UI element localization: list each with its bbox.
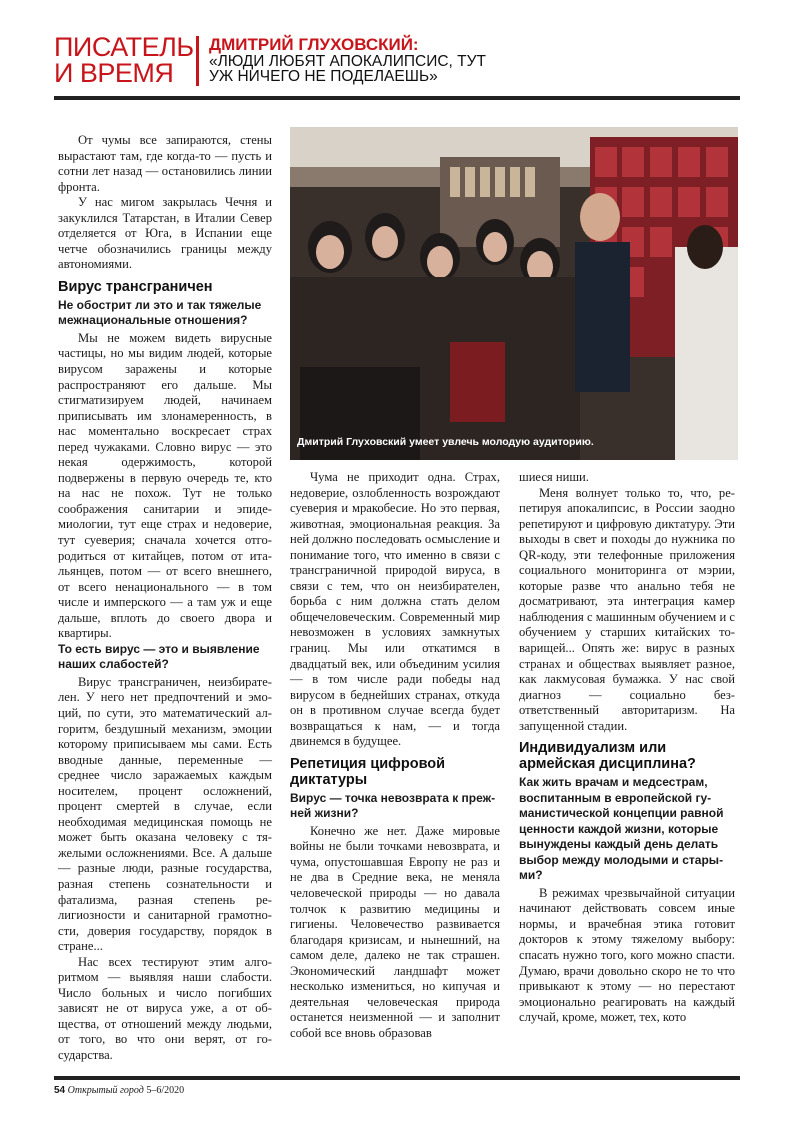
paragraph: Меня волнует только то, что, репетируя апокалипсис, в России заодно репетируют и цифровую диктатуру. Эти выходы в свет и походы до нужника по QR-коду, эти телефонные приложения социального мониторинга от мэрии, которые разве что анально тебя не досматривают, эта интеграция камер наблюдения с машинным обучением и с обучением у старших китайских товарищей... Опять же: вирус в разных странах и обществах выявляет разное, как лакмусовая бумажка. У нас свой диагноз — социально безответственный авторитаризм. На запущенной стадии. (519, 485, 735, 733)
paragraph: У нас мигом закрылась Чечня и закуклился Татарстан, в Италии Север отделяется от Юга, в Испании еще четче обозначились границы между автономиями. (58, 195, 272, 272)
paragraph: От чумы все запираются, стены вырастают там, где когда-то — пусть и сотни лет назад — остановились линии фронта. (58, 133, 272, 194)
section-title-line1: ПИСАТЕЛЬ (54, 32, 194, 62)
page-number: 54 (54, 1085, 66, 1096)
column-3 (519, 470, 735, 1026)
interview-question: Вирус — точка невозврата к прежней жизни? (290, 790, 496, 821)
section-title-line2: И ВРЕМЯ (54, 58, 174, 88)
section-title (54, 34, 194, 86)
photo-caption: Дмитрий Глуховский умеет увлечь молодую аудиторию. (297, 436, 594, 448)
paragraph: Конечно же нет. Даже мировые войны не были точками невозврата, и чума, опустошавшая Европу не раз и не два в Средние века, не меняла человеческой природы — но давала толчок к развитию медицины и гигиены. Человечество развивается благодаря кризисам, и нынешний, на самом деле, далеко не так страшен. Экономический ландшафт может несколько измениться, но кипучая и деятельная человеческая природа останется неизменной — и заполнит собой все вновь образовав (290, 823, 500, 1040)
interview-question: Как жить врачам и медсестрам, воспитанным в европейской гуманистической концепции равной ценности каждой жизни, которые вынуждены каждый день делать выбор между молодыми и старыми? (519, 775, 724, 883)
article-headline (209, 54, 486, 84)
top-rule (54, 96, 740, 100)
interview-question: То есть вирус — это и выявление наших слабостей? (58, 641, 260, 672)
photo-illustration (290, 127, 738, 460)
column-2 (290, 470, 500, 1042)
interview-question: Не обострит ли это и так тяжелые межнациональные отношения? (58, 297, 262, 328)
paragraph: В режимах чрезвычайной ситуации начинают действовать совсем иные нормы, и врачебная этика готовит докторов к этому тяжелому выбору: спасать нужно того, кого можно спасти. Думаю, врачи довольно скоро не то что привыкают к этому — но перестают эмоционально реагировать на каждый случай, кроме, может, тех, кото (519, 885, 735, 1025)
event-photo (290, 127, 738, 460)
headline-line2: УЖ НИЧЕГО НЕ ПОДЕЛАЕШЬ» (209, 68, 438, 85)
article-author: ДМИТРИЙ ГЛУХОВСКИЙ: (209, 35, 419, 54)
column-1 (58, 133, 272, 1064)
bottom-rule (54, 1076, 740, 1080)
subheading: Индивидуализм или армейская дисциплина? (519, 740, 696, 773)
page-header (54, 34, 740, 96)
paragraph: Мы не можем видеть вирусные частицы, но мы видим людей, которые вирусом заражены и которые распространяют его дальше. Мы стигматизируем людей, начинаем приписывать им злонамеренность, в нас моментально воскресает страх перед чужаками. Словно вирус — это некая одержимость, которой подвержены в первую очередь те, кто на нас не похож. Тут не только соображения санитарии и эпидемиологии, тут еще страх и недоверие, тут суеверия; сначала хочется отгородиться от китайцев, потом от итальянцев, потом — от всего внешнего, от всего ненационального — в том числе и имперского — а там уж и еще дальше, вплоть до своего двора и квартиры. (58, 330, 272, 641)
magazine-name: Открытый город (67, 1085, 144, 1096)
subheading: Репетиция цифровой диктатуры (290, 755, 446, 788)
paragraph: Чума не приходит одна. Страх, недоверие, озлобленность возрождают суеверия и мракобесие. Но это первая, животная, эмоциональная реакция. За ней должно последовать осмысление и понимание того, что именно в связи с трансграничной природой вируса, в связи с тем, что он неизбирателен, борьба с ним должна стать делом общечеловеческим. Современный мир невозможен в условиях замкнутых границ. Мы или откатимся в двадцатый век, или объединим усилия — в том числе ради победы над вирусом в беднейших странах, откуда он в противном случае всегда будет возвращаться к нам, — и тогда двинемся в будущее. (290, 470, 500, 749)
issue-number: 5–6/2020 (146, 1085, 185, 1096)
paragraph: Нас всех тестируют этим алгоритмом — выявляя наши слабости. Число больных и число погибших зависят не от вируса уже, а от общества, от отношений между людьми, от того, во что они верят, от государства. (58, 954, 272, 1062)
paragraph: шиеся ниши. (519, 470, 589, 484)
page-footer (54, 1085, 184, 1096)
header-separator (196, 36, 199, 86)
subheading: Вирус трансграничен (58, 278, 213, 295)
paragraph: Вирус трансграничен, неизбирателен. У него нет предпочтений и эмоций, по сути, это математический алгоритм, бездушный механизм, эмоции которому приписываем мы сами. Есть вводные данные, переменные — среднее число заражаемых каждым носителем, процент осложнений, процент смертей в случае, если необходимая медицинская помощь не может быть оказана человеку с тяжелыми осложнениями. Все. А дальше — разные люди, разные государства, разная степень сознательности и фатализма, разная степень религиозности и санитарной грамотности, доверия государству, порядок в стране... (58, 674, 272, 954)
headline-line1: «ЛЮДИ ЛЮБЯТ АПОКАЛИПСИС, ТУТ (209, 53, 486, 70)
